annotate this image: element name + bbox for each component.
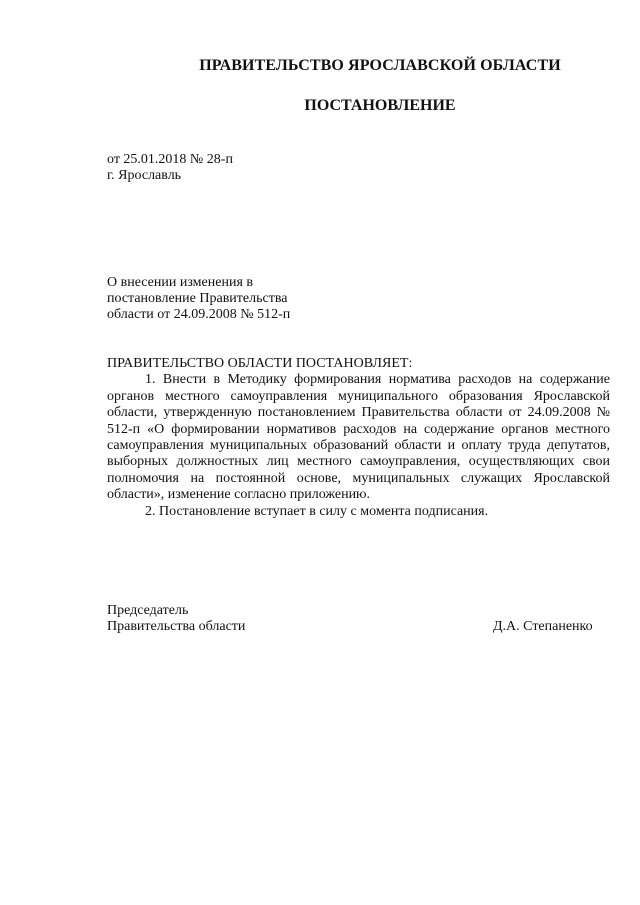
resolve-heading: ПРАВИТЕЛЬСТВО ОБЛАСТИ ПОСТАНОВЛЯЕТ:: [107, 356, 413, 371]
decree-body: [107, 356, 610, 520]
paragraph-2: 2. Постановление вступает в силу с момента подписания.: [145, 503, 489, 519]
signature-position-line-2: Правительства области: [107, 619, 246, 634]
organization-title: ПРАВИТЕЛЬСТВО ЯРОСЛАВСКОЙ ОБЛАСТИ: [199, 57, 561, 74]
document-type: ПОСТАНОВЛЕНИЕ: [304, 97, 456, 114]
paragraph-1: 1. Внести в Методику формирования норматива расходов на содержание органов местного самоуправления муниципального образования Ярославской области, утвержденную постановлением Правительства области от 24.09.2008 № 512-п «О формировании нормативов расходов на содержание органов местного самоуправления муниципальных образований области и оплату труда депутатов, выборных должностных лиц местного самоуправления, осуществляющих свои полномочия на постоянной основе, муниципальных служащих Ярославской области», изменение согласно приложению.: [107, 372, 610, 503]
signature-position-line-1: Председатель: [107, 603, 189, 618]
subject-line-1: О внесении изменения в: [107, 275, 253, 290]
document-city: г. Ярославль: [107, 168, 182, 183]
signatory-name: Д.А. Степаненко: [493, 619, 593, 634]
subject-line-3: области от 24.09.2008 № 512-п: [107, 307, 291, 322]
document-date-number: от 25.01.2018 № 28-п: [107, 152, 233, 167]
subject-line-2: постановление Правительства: [107, 291, 288, 306]
